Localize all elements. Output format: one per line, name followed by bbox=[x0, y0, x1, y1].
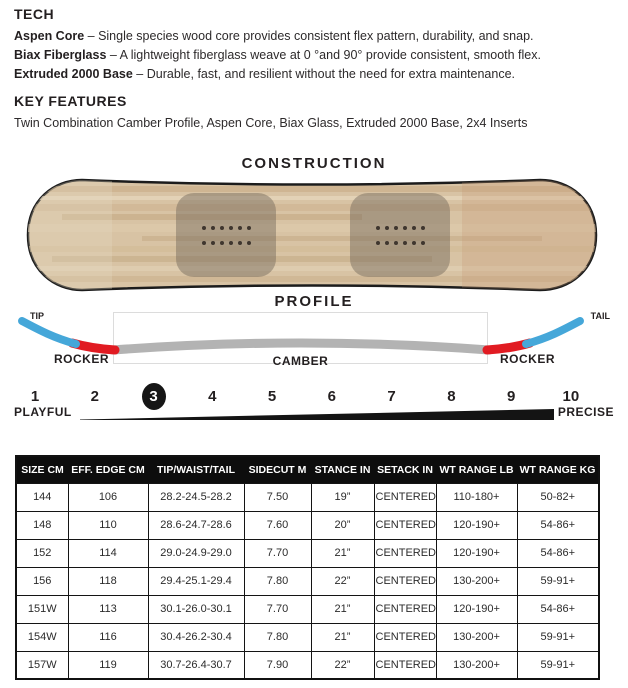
tech-item-text: – Durable, fast, and resilient without the need for extra maintenance. bbox=[136, 67, 515, 81]
spec-cell: 130-200+ bbox=[436, 623, 517, 651]
tech-item-label: Aspen Core bbox=[14, 29, 85, 43]
spec-table-section bbox=[15, 455, 600, 680]
binding-zone-right bbox=[350, 193, 450, 277]
tech-item-text: – A lightweight fiberglass weave at 0 °and 90° provide consistent, smooth flex. bbox=[109, 48, 541, 62]
spec-cell: 113 bbox=[68, 595, 148, 623]
tech-item bbox=[14, 27, 614, 46]
rocker-right-label: ROCKER bbox=[500, 352, 556, 366]
camber-label: CAMBER bbox=[272, 354, 329, 368]
spec-cell: 54-86+ bbox=[517, 539, 599, 567]
spec-cell: 120-190+ bbox=[436, 539, 517, 567]
spec-cell: 119 bbox=[68, 651, 148, 679]
spec-cell: 157W bbox=[16, 651, 68, 679]
spec-header-row bbox=[16, 456, 599, 483]
spec-cell: CENTERED bbox=[374, 539, 436, 567]
spec-header: TIP/WAIST/TAIL bbox=[148, 456, 244, 483]
tail-segment bbox=[526, 321, 580, 344]
snowboard-topview-image bbox=[22, 176, 604, 294]
flex-scale-number: 10 bbox=[562, 387, 580, 405]
spec-cell: 114 bbox=[68, 539, 148, 567]
precise-label: PRECISE bbox=[557, 405, 614, 419]
spec-cell: 110-180+ bbox=[436, 483, 517, 511]
spec-cell: 29.4-25.1-29.4 bbox=[148, 567, 244, 595]
spec-cell: 59-91+ bbox=[517, 567, 599, 595]
spec-header: WT RANGE LB bbox=[436, 456, 517, 483]
spec-cell: 19” bbox=[311, 483, 374, 511]
spec-cell: CENTERED bbox=[374, 511, 436, 539]
snowboard-construction-graphic bbox=[22, 176, 604, 294]
table-row bbox=[16, 511, 599, 539]
tip-segment bbox=[22, 321, 76, 344]
tip-label: TIP bbox=[30, 311, 45, 321]
key-features-section bbox=[14, 93, 614, 133]
camber-segment bbox=[113, 343, 489, 350]
flex-scale-number: 6 bbox=[327, 387, 336, 405]
flex-scale-number: 8 bbox=[447, 387, 456, 405]
spec-cell: 28.2-24.5-28.2 bbox=[148, 483, 244, 511]
spec-cell: 116 bbox=[68, 623, 148, 651]
flex-scale-number: 7 bbox=[387, 387, 396, 405]
spec-cell: 7.60 bbox=[244, 511, 311, 539]
spec-header: SETACK IN bbox=[374, 456, 436, 483]
spec-cell: 21” bbox=[311, 623, 374, 651]
table-row bbox=[16, 483, 599, 511]
table-row bbox=[16, 651, 599, 679]
spec-cell: 151W bbox=[16, 595, 68, 623]
table-row bbox=[16, 595, 599, 623]
spec-cell: 59-91+ bbox=[517, 651, 599, 679]
rocker-left-label: ROCKER bbox=[54, 352, 110, 366]
spec-cell: CENTERED bbox=[374, 651, 436, 679]
tech-item-label: Extruded 2000 Base bbox=[14, 67, 133, 81]
spec-cell: 20” bbox=[311, 511, 374, 539]
spec-cell: 7.50 bbox=[244, 483, 311, 511]
spec-cell: 152 bbox=[16, 539, 68, 567]
spec-cell: 130-200+ bbox=[436, 567, 517, 595]
spec-cell: 28.6-24.7-28.6 bbox=[148, 511, 244, 539]
spec-cell: 21” bbox=[311, 595, 374, 623]
tech-item-label: Biax Fiberglass bbox=[14, 48, 107, 62]
spec-header: SIZE CM bbox=[16, 456, 68, 483]
spec-header: EFF. EDGE CM bbox=[68, 456, 148, 483]
key-features-text: Twin Combination Camber Profile, Aspen Core, Biax Glass, Extruded 2000 Base, 2x4 Inserts bbox=[14, 116, 528, 130]
spec-cell: 30.4-26.2-30.4 bbox=[148, 623, 244, 651]
spec-cell: 54-86+ bbox=[517, 595, 599, 623]
flex-scale-number: 1 bbox=[30, 387, 40, 405]
flex-gradient-wedge bbox=[80, 409, 554, 420]
flex-scale-labels bbox=[14, 404, 614, 420]
spec-cell: 7.80 bbox=[244, 623, 311, 651]
spec-cell: 29.0-24.9-29.0 bbox=[148, 539, 244, 567]
tech-heading: TECH bbox=[14, 6, 55, 22]
spec-cell: 154W bbox=[16, 623, 68, 651]
spec-cell: CENTERED bbox=[374, 567, 436, 595]
spec-cell: 7.70 bbox=[244, 595, 311, 623]
spec-cell: 110 bbox=[68, 511, 148, 539]
spec-cell: 7.70 bbox=[244, 539, 311, 567]
spec-header: WT RANGE KG bbox=[517, 456, 599, 483]
playful-label: PLAYFUL bbox=[14, 405, 72, 419]
spec-cell: 54-86+ bbox=[517, 511, 599, 539]
tech-section bbox=[14, 6, 614, 84]
spec-cell: CENTERED bbox=[374, 623, 436, 651]
table-row bbox=[16, 623, 599, 651]
table-row bbox=[16, 539, 599, 567]
spec-cell: CENTERED bbox=[374, 483, 436, 511]
flex-scale-selected: 3 bbox=[142, 383, 166, 410]
flex-scale-number: 2 bbox=[90, 387, 99, 405]
spec-cell: 30.1-26.0-30.1 bbox=[148, 595, 244, 623]
spec-cell: CENTERED bbox=[374, 595, 436, 623]
spec-cell: 30.7-26.4-30.7 bbox=[148, 651, 244, 679]
spec-cell: 156 bbox=[16, 567, 68, 595]
spec-header: SIDECUT M bbox=[244, 456, 311, 483]
spec-cell: 7.90 bbox=[244, 651, 311, 679]
construction-heading: CONSTRUCTION bbox=[241, 155, 387, 172]
tail-label: TAIL bbox=[590, 311, 610, 321]
profile-diagram bbox=[14, 310, 614, 370]
spec-cell: 120-190+ bbox=[436, 511, 517, 539]
spec-cell: 50-82+ bbox=[517, 483, 599, 511]
key-features-heading: KEY FEATURES bbox=[14, 93, 127, 109]
spec-cell: 144 bbox=[16, 483, 68, 511]
spec-cell: 120-190+ bbox=[436, 595, 517, 623]
flex-scale-number: 9 bbox=[506, 387, 516, 405]
spec-cell: 148 bbox=[16, 511, 68, 539]
tech-item bbox=[14, 65, 614, 84]
tech-item-text: – Single species wood core provides consistent flex pattern, durability, and snap. bbox=[87, 29, 534, 43]
spec-cell: 59-91+ bbox=[517, 623, 599, 651]
binding-zone-left bbox=[176, 193, 276, 277]
tech-item bbox=[14, 46, 614, 65]
spec-cell: 22” bbox=[311, 567, 374, 595]
spec-cell: 22” bbox=[311, 651, 374, 679]
spec-cell: 106 bbox=[68, 483, 148, 511]
spec-header: STANCE IN bbox=[311, 456, 374, 483]
spec-cell: 130-200+ bbox=[436, 651, 517, 679]
spec-cell: 7.80 bbox=[244, 567, 311, 595]
spec-cell: 21” bbox=[311, 539, 374, 567]
spec-table bbox=[15, 455, 600, 680]
spec-cell: 118 bbox=[68, 567, 148, 595]
table-row bbox=[16, 567, 599, 595]
flex-scale-number: 5 bbox=[267, 387, 277, 405]
flex-scale-number: 4 bbox=[208, 387, 217, 405]
profile-heading: PROFILE bbox=[274, 293, 354, 310]
